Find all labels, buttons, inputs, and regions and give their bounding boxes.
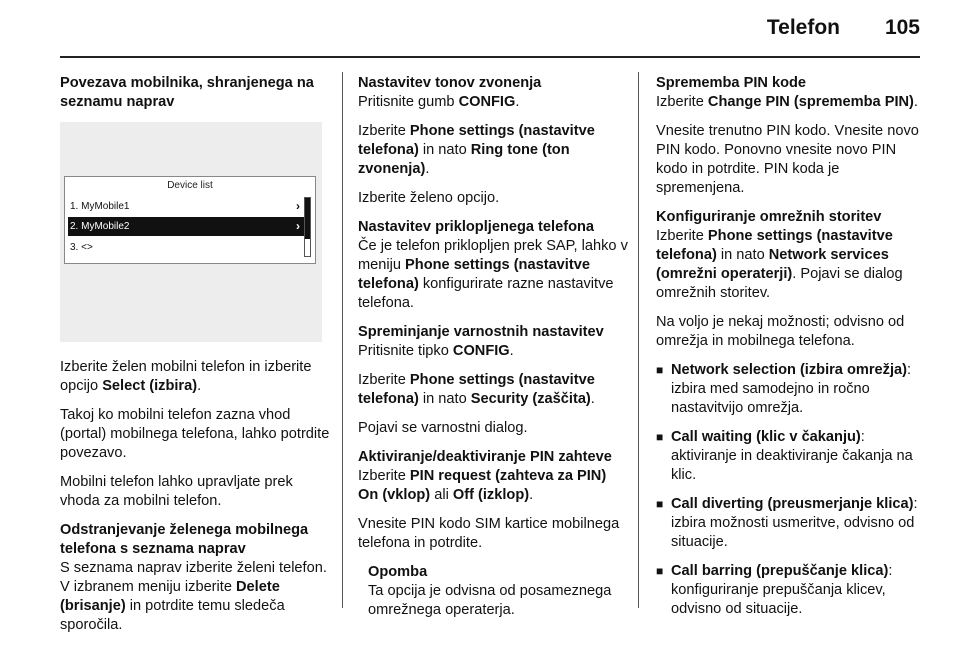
device-list-screenshot xyxy=(60,122,322,342)
square-bullet-icon: ■ xyxy=(656,497,664,511)
section-heading: Konfiguriranje omrežnih storitev xyxy=(656,209,882,225)
note-box xyxy=(358,563,630,620)
page-number: 105 xyxy=(884,16,920,39)
device-list-item xyxy=(68,238,304,257)
device-list-screen xyxy=(64,176,316,264)
device-name: 1. MyMobile1 xyxy=(70,201,130,212)
column-divider xyxy=(342,72,343,608)
section-heading: Odstranjevanje želenega mobilnega telefona s seznama naprav xyxy=(60,522,309,557)
bullet-item: ■ Call barring (prepuščanje klica): konfiguriranje prepuščanja klicev, odvisno od situacije. xyxy=(656,563,893,617)
paragraph: Na voljo je nekaj možnosti; odvisno od omrežja in mobilnega telefona. xyxy=(656,314,905,349)
square-bullet-icon: ■ xyxy=(656,430,664,444)
scrollbar xyxy=(304,197,311,257)
device-name: 2. MyMobile2 xyxy=(70,221,130,232)
column-divider xyxy=(638,72,639,608)
paragraph: S seznama naprav izberite želeni telefon. V izbranem meniju izberite Delete (brisanje) in potrdite temu sledeča sporočila. xyxy=(60,560,327,633)
paragraph: Vnesite PIN kodo SIM kartice mobilnega telefona in potrdite. xyxy=(358,516,620,551)
paragraph: Pritisnite tipko CONFIG. xyxy=(358,343,514,359)
paragraph: Izberite PIN request (zahteva za PIN) On (vklop) ali Off (izklop). xyxy=(358,468,607,503)
device-name: 3. <> xyxy=(70,242,93,253)
paragraph: Vnesite trenutno PIN kodo. Vnesite novo PIN kodo. Ponovno vnesite novo PIN kodo in potrdite. PIN koda je spremenjena. xyxy=(656,123,919,196)
section-heading: Nastavitev tonov zvonenja xyxy=(358,75,542,91)
paragraph: Izberite Change PIN (sprememba PIN). xyxy=(656,94,918,110)
scrollbar-thumb xyxy=(305,198,310,239)
screen-title: Device list xyxy=(167,180,213,191)
paragraph: Izberite Phone settings (nastavitve telefona) in nato Security (zaščita). xyxy=(358,372,595,407)
chevron-right-icon: › xyxy=(296,199,300,213)
device-list-item-selected xyxy=(68,217,304,236)
note-text: Ta opcija je odvisna od posameznega omrežnega operaterja. xyxy=(368,583,612,618)
section-heading: Povezava mobilnika, shranjenega na seznamu naprav xyxy=(60,75,314,110)
section-heading: Sprememba PIN kode xyxy=(656,75,807,91)
page-header-title: Telefon xyxy=(766,16,840,39)
paragraph: Takoj ko mobilni telefon zazna vhod (portal) mobilnega telefona, lahko potrdite povezavo. xyxy=(60,407,330,461)
column-2 xyxy=(358,74,630,630)
column-1 xyxy=(60,74,330,645)
bullet-item: ■ Network selection (izbira omrežja): izbira med samodejno in ročno nastavitvijo omrežja. xyxy=(656,362,912,416)
device-list-item xyxy=(68,197,304,216)
paragraph: Izberite Phone settings (nastavitve telefona) in nato Network services (omrežni operaterji). Pojavi se dialog omrežnih storitev. xyxy=(656,228,903,301)
section-heading: Nastavitev priklopljenega telefona xyxy=(358,219,595,235)
square-bullet-icon: ■ xyxy=(656,363,664,377)
paragraph: Pritisnite gumb CONFIG. xyxy=(358,94,520,110)
paragraph: Izberite Phone settings (nastavitve telefona) in nato Ring tone (ton zvonenja). xyxy=(358,123,595,177)
bullet-item: ■ Call diverting (preusmerjanje klica): izbira možnosti usmeritve, odvisno od situacije. xyxy=(656,496,918,550)
paragraph: Mobilni telefon lahko upravljate prek vhoda za mobilni telefon. xyxy=(60,474,293,509)
section-heading: Spreminjanje varnostnih nastavitev xyxy=(358,324,604,340)
chevron-right-icon: › xyxy=(296,219,300,233)
section-heading: Aktiviranje/deaktiviranje PIN zahteve xyxy=(358,449,612,465)
paragraph: Če je telefon priklopljen prek SAP, lahko v meniju Phone settings (nastavitve telefona) konfigurirate razne nastavitve telefona. xyxy=(358,238,628,311)
bullet-item: ■ Call waiting (klic v čakanju): aktiviranje in deaktiviranje čakanja na klic. xyxy=(656,429,913,483)
column-3 xyxy=(656,74,928,629)
paragraph: Izberite želen mobilni telefon in izberite opcijo Select (izbira). xyxy=(60,359,312,394)
paragraph: Pojavi se varnostni dialog. xyxy=(358,420,528,436)
note-title: Opomba xyxy=(368,564,428,580)
square-bullet-icon: ■ xyxy=(656,564,664,578)
header-rule xyxy=(60,56,920,58)
paragraph: Izberite želeno opcijo. xyxy=(358,190,500,206)
